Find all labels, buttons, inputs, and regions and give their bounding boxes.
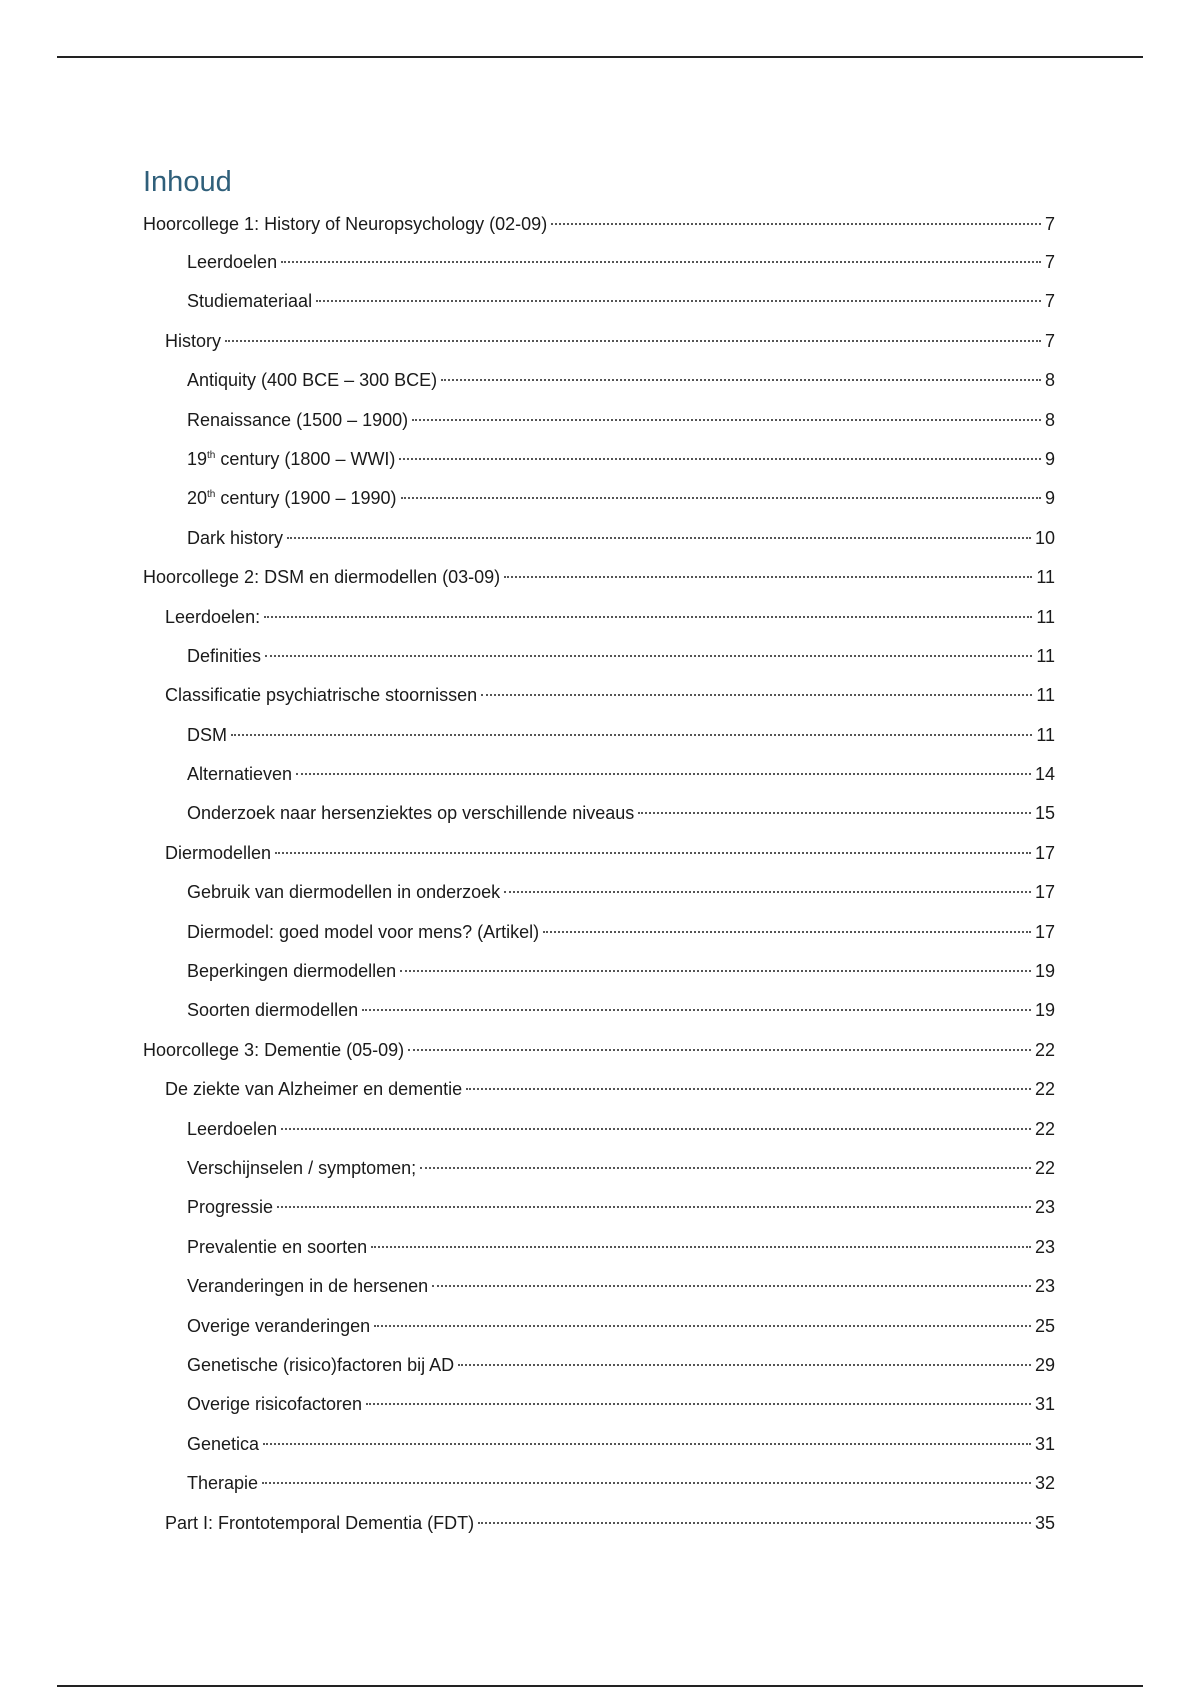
toc-heading: Inhoud (143, 166, 232, 198)
dot-leader (504, 891, 1031, 893)
toc-entry-label: Leerdoelen (187, 252, 278, 272)
table-of-contents (143, 206, 1055, 1543)
toc-entry[interactable] (143, 1228, 1055, 1267)
toc-entry-label: Definities (187, 645, 262, 666)
toc-entry[interactable] (143, 1346, 1055, 1385)
toc-entry-page: 23 (1034, 1276, 1055, 1297)
toc-entry-page: 8 (1044, 370, 1055, 391)
toc-entry-label: Alternatieven (187, 764, 293, 785)
toc-entry-label: Overige veranderingen (187, 1315, 371, 1336)
toc-entry-page: 19 (1034, 1000, 1055, 1021)
dot-leader (543, 931, 1031, 933)
dot-leader (458, 1364, 1031, 1366)
toc-entry-label: Genetica (187, 1433, 260, 1454)
toc-entry-label: Dark history (187, 527, 284, 548)
toc-entry[interactable] (143, 1504, 1055, 1543)
dot-leader (296, 773, 1031, 775)
toc-entry[interactable] (143, 322, 1055, 361)
toc-entry-page: 17 (1034, 921, 1055, 942)
toc-entry-page: 10 (1034, 527, 1055, 548)
toc-entry-label: Part I: Frontotemporal Dementia (FDT) (165, 1512, 475, 1533)
dot-leader (371, 1246, 1031, 1248)
toc-entry-page: 11 (1036, 724, 1055, 745)
dot-leader (638, 812, 1031, 814)
dot-leader (504, 576, 1032, 578)
toc-entry-page: 15 (1034, 803, 1055, 824)
toc-entry-label: Leerdoelen (187, 1118, 278, 1139)
dot-leader (316, 300, 1041, 302)
toc-entry-label: Diermodel: goed model voor mens? (Artikel) (187, 921, 540, 942)
dot-leader (374, 1325, 1031, 1327)
dot-leader (362, 1009, 1031, 1011)
toc-entry-page: 9 (1044, 448, 1055, 469)
toc-entry[interactable] (143, 206, 1055, 243)
toc-entry[interactable] (143, 755, 1055, 794)
toc-entry[interactable] (143, 558, 1055, 597)
header-rule (57, 56, 1143, 58)
toc-entry-label: Prevalentie en soorten (187, 1236, 368, 1257)
toc-entry-page: 23 (1034, 1236, 1055, 1257)
toc-entry[interactable] (143, 1031, 1055, 1070)
toc-entry-label: Progressie (187, 1197, 274, 1218)
toc-entry-label: Diermodellen (165, 842, 272, 863)
toc-entry-label: Genetische (risico)factoren bij AD (187, 1354, 455, 1375)
toc-entry-page: 22 (1034, 1157, 1055, 1178)
dot-leader (263, 1443, 1031, 1445)
toc-entry-page: 7 (1044, 214, 1055, 234)
dot-leader (432, 1285, 1031, 1287)
dot-leader (264, 616, 1032, 618)
toc-entry-page: 14 (1034, 764, 1055, 785)
toc-entry[interactable] (143, 676, 1055, 715)
dot-leader (399, 458, 1041, 460)
toc-entry[interactable] (143, 401, 1055, 440)
toc-entry[interactable] (143, 716, 1055, 755)
toc-entry-page: 22 (1034, 1079, 1055, 1100)
toc-entry[interactable] (143, 282, 1055, 321)
toc-entry-page: 31 (1034, 1433, 1055, 1454)
toc-entry-label: Therapie (187, 1473, 259, 1494)
toc-entry-page: 19 (1034, 961, 1055, 982)
toc-entry-page: 8 (1044, 409, 1055, 430)
toc-entry[interactable] (143, 794, 1055, 833)
toc-entry[interactable] (143, 637, 1055, 676)
dot-leader (225, 340, 1041, 342)
toc-entry-page: 7 (1044, 252, 1055, 272)
toc-entry-label: History (165, 330, 222, 351)
toc-entry[interactable] (143, 1307, 1055, 1346)
toc-entry-label: Hoorcollege 1: History of Neuropsychology (02-09) (143, 214, 548, 234)
toc-entry-page: 25 (1034, 1315, 1055, 1336)
toc-entry[interactable] (143, 913, 1055, 952)
toc-entry-label: Beperkingen diermodellen (187, 961, 397, 982)
dot-leader (281, 1128, 1031, 1130)
dot-leader (262, 1482, 1031, 1484)
toc-entry-page: 17 (1034, 882, 1055, 903)
toc-entry-page: 7 (1044, 330, 1055, 351)
toc-entry-page: 23 (1034, 1197, 1055, 1218)
dot-leader (265, 655, 1032, 657)
dot-leader (281, 261, 1041, 263)
toc-entry-page: 11 (1036, 685, 1055, 706)
toc-entry[interactable] (143, 873, 1055, 912)
toc-entry[interactable] (143, 361, 1055, 400)
toc-entry-page: 32 (1034, 1473, 1055, 1494)
toc-entry[interactable] (143, 1267, 1055, 1306)
toc-entry[interactable] (143, 1464, 1055, 1503)
toc-entry-label: Renaissance (1500 – 1900) (187, 409, 409, 430)
dot-leader (466, 1088, 1031, 1090)
toc-entry-page: 11 (1036, 606, 1055, 627)
toc-entry-label: Overige risicofactoren (187, 1394, 363, 1415)
dot-leader (231, 734, 1032, 736)
toc-entry-label: Onderzoek naar hersenziektes op verschillende niveaus (187, 803, 635, 824)
toc-entry-label: Gebruik van diermodellen in onderzoek (187, 882, 501, 903)
toc-entry-label: De ziekte van Alzheimer en dementie (165, 1079, 463, 1100)
dot-leader (478, 1522, 1031, 1524)
toc-entry-label: Veranderingen in de hersenen (187, 1276, 429, 1297)
toc-entry-label: Soorten diermodellen (187, 1000, 359, 1021)
toc-entry-label: Hoorcollege 3: Dementie (05-09) (143, 1039, 405, 1060)
toc-entry-page: 11 (1036, 567, 1055, 588)
toc-entry-page: 22 (1034, 1118, 1055, 1139)
dot-leader (366, 1403, 1031, 1405)
toc-entry-label: 19th century (1800 – WWI) (187, 448, 396, 469)
toc-entry-page: 17 (1034, 842, 1055, 863)
toc-entry[interactable] (143, 598, 1055, 637)
toc-entry[interactable] (143, 1425, 1055, 1464)
dot-leader (400, 970, 1031, 972)
toc-entry-page: 9 (1044, 488, 1055, 509)
toc-entry-label: Studiemateriaal (187, 291, 313, 312)
toc-entry-label: DSM (187, 724, 227, 745)
footer-rule (57, 1685, 1143, 1687)
dot-leader (275, 852, 1031, 854)
toc-entry[interactable] (143, 1188, 1055, 1227)
toc-entry-page: 11 (1036, 645, 1055, 666)
toc-entry-label: Classificatie psychiatrische stoornissen (165, 685, 478, 706)
toc-entry-page: 29 (1034, 1354, 1055, 1375)
toc-entry-page: 7 (1044, 291, 1055, 312)
dot-leader (481, 694, 1032, 696)
dot-leader (408, 1049, 1031, 1051)
toc-entry[interactable] (143, 519, 1055, 558)
toc-entry-label: Antiquity (400 BCE – 300 BCE) (187, 370, 438, 391)
toc-entry[interactable] (143, 952, 1055, 991)
toc-entry-page: 35 (1034, 1512, 1055, 1533)
toc-entry[interactable] (143, 834, 1055, 873)
dot-leader (287, 537, 1031, 539)
toc-entry-page: 31 (1034, 1394, 1055, 1415)
dot-leader (441, 379, 1041, 381)
toc-entry[interactable] (143, 440, 1055, 479)
toc-entry-page: 22 (1034, 1039, 1055, 1060)
toc-entry[interactable] (143, 243, 1055, 282)
toc-entry-label: Verschijnselen / symptomen; (187, 1157, 417, 1178)
dot-leader (420, 1167, 1031, 1169)
toc-entry-label: Leerdoelen: (165, 606, 261, 627)
toc-entry[interactable] (143, 1070, 1055, 1109)
toc-entry-label: Hoorcollege 2: DSM en diermodellen (03-09) (143, 567, 501, 588)
dot-leader (412, 419, 1041, 421)
dot-leader (401, 497, 1041, 499)
dot-leader (277, 1206, 1031, 1208)
toc-entry-label: 20th century (1900 – 1990) (187, 488, 397, 509)
toc-entry[interactable] (143, 1149, 1055, 1188)
toc-entry[interactable] (143, 991, 1055, 1030)
toc-entry[interactable] (143, 1385, 1055, 1424)
dot-leader (551, 223, 1041, 225)
toc-entry[interactable] (143, 1110, 1055, 1149)
toc-entry[interactable] (143, 479, 1055, 518)
